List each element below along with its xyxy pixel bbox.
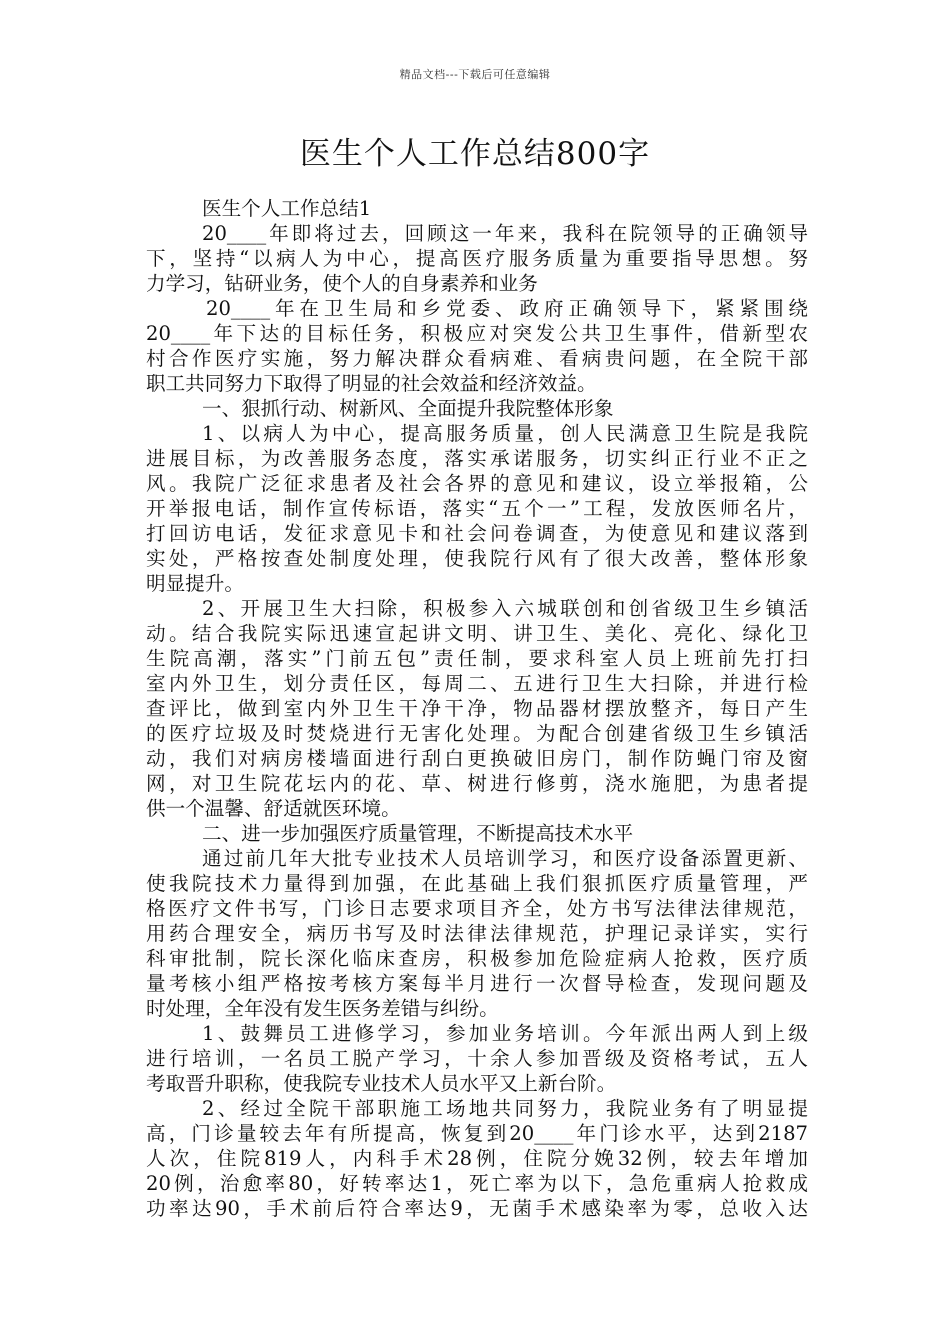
text-line: 1、鼓舞员工进修学习，参加业务培训。今年派出两人到上级 — [202, 1022, 808, 1045]
text-line: 一、狠抓行动、树新风、全面提升我院整体形象 — [202, 397, 614, 420]
text-line: 科审批制，院长深化临床查房，积极参加危险症病人抢救，医疗质 — [146, 947, 808, 970]
text-line: 明显提升。 — [146, 572, 244, 595]
text-line: 用药合理安全，病历书写及时法律法律规范，护理记录详实，实行 — [146, 922, 808, 945]
text-line: 开举报电话，制作宣传标语，落实“五个一”工程，发放医师名片， — [146, 497, 808, 520]
text-line: 力学习，钻研业务，使个人的自身素养和业务 — [146, 272, 538, 295]
text-line: 2、经过全院干部职施工场地共同努力，我院业务有了明显提 — [202, 1097, 808, 1120]
text-line: 2、开展卫生大扫除，积极参入六城联创和创省级卫生乡镇活 — [202, 597, 808, 620]
text-line: 考取晋升职称，使我院专业技术人员水平又上新台阶。 — [146, 1072, 617, 1095]
text-line: 人次，住院819人，内科手术28例，住院分娩32例，较去年增加 — [146, 1147, 808, 1170]
text-line: 时处理，全年没有发生医务差错与纠纷。 — [146, 997, 499, 1020]
text-line: 高，门诊量较去年有所提高，恢复到20____年门诊水平，达到2187 — [146, 1122, 808, 1145]
text-line: 二、进一步加强医疗质量管理，不断提高技术水平 — [202, 822, 634, 845]
text-line: 1、以病人为中心，提高服务质量，创人民满意卫生院是我院 — [202, 422, 808, 445]
text-line: 进展目标，为改善服务态度，落实承诺服务，切实纠正行业不正之 — [146, 447, 808, 470]
text-line: 下，坚持“以病人为中心，提高医疗服务质量为重要指导思想。努 — [146, 247, 808, 270]
text-line: 使我院技术力量得到加强，在此基础上我们狠抓医疗质量管理，严 — [146, 872, 808, 895]
text-line: 风。我院广泛征求患者及社会各界的意见和建议，设立举报箱，公 — [146, 472, 808, 495]
text-line: 20____年在卫生局和乡党委、政府正确领导下，紧紧围绕 — [206, 297, 808, 320]
text-line: 20例，治愈率80，好转率达1，死亡率为以下，急危重病人抢救成 — [146, 1172, 808, 1195]
text-line: 村合作医疗实施，努力解决群众看病难、看病贵问题，在全院干部 — [146, 347, 808, 370]
text-line: 室内外卫生，划分责任区，每周二、五进行卫生大扫除，并进行检 — [146, 672, 808, 695]
text-line: 供一个温馨、舒适就医环境。 — [146, 797, 401, 820]
text-line: 进行培训，一名员工脱产学习，十余人参加晋级及资格考试，五人 — [146, 1047, 808, 1070]
document-body — [146, 196, 808, 1221]
page-title: 医生个人工作总结800字 — [299, 136, 651, 172]
page-header: 精品文档---下载后可任意编辑 — [399, 68, 551, 81]
text-line: 动，我们对病房楼墙面进行刮白更换破旧房门，制作防蝇门帘及窗 — [146, 747, 808, 770]
text-line: 网，对卫生院花坛内的花、草、树进行修剪，浇水施肥，为患者提 — [146, 772, 808, 795]
text-line: 查评比，做到室内外卫生干净干净，物品器材摆放整齐，每日产生 — [146, 697, 808, 720]
text-line: 通过前几年大批专业技术人员培训学习，和医疗设备添置更新、 — [202, 847, 808, 870]
text-line: 20____年即将过去，回顾这一年来，我科在院领导的正确领导 — [202, 222, 808, 245]
text-line: 实处，严格按查处制度处理，使我院行风有了很大改善，整体形象 — [146, 547, 808, 570]
text-line: 打回访电话，发征求意见卡和社会问卷调查，为使意见和建议落到 — [146, 522, 808, 545]
text-line: 格医疗文件书写，门诊日志要求项目齐全，处方书写法律法律规范， — [146, 897, 808, 920]
text-line: 医生个人工作总结1 — [202, 197, 372, 220]
text-line: 动。结合我院实际迅速宣起讲文明、讲卫生、美化、亮化、绿化卫 — [146, 622, 808, 645]
text-line: 20____年下达的目标任务，积极应对突发公共卫生事件，借新型农 — [146, 322, 808, 345]
text-line: 功率达90，手术前后符合率达9，无菌手术感染率为零，总收入达 — [146, 1197, 808, 1220]
text-line: 的医疗垃圾及时焚烧进行无害化处理。为配合创建省级卫生乡镇活 — [146, 722, 808, 745]
text-line: 职工共同努力下取得了明显的社会效益和经济效益。 — [146, 372, 597, 395]
text-line: 量考核小组严格按考核方案每半月进行一次督导检查，发现问题及 — [146, 972, 808, 995]
text-line: 生院高潮，落实”门前五包”责任制，要求科室人员上班前先打扫 — [146, 647, 808, 670]
